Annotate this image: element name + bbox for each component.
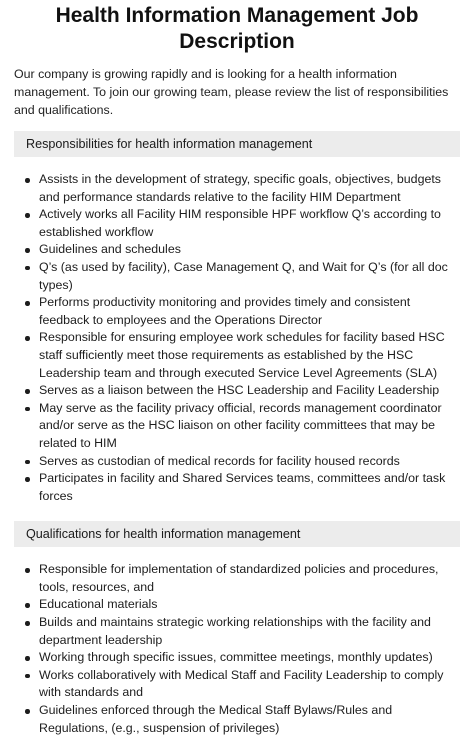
list-item bbox=[25, 614, 460, 649]
list-item-text: Actively works all Facility HIM responsible HPF workflow Q’s according to established workflow bbox=[39, 207, 441, 239]
list-item bbox=[25, 171, 460, 206]
bullet-icon bbox=[25, 621, 30, 626]
list-item-text: Working through specific issues, committee meetings, monthly updates) bbox=[39, 650, 433, 665]
list-item-text: Educational materials bbox=[39, 597, 158, 612]
bullet-icon bbox=[25, 213, 30, 218]
bullet-icon bbox=[25, 656, 30, 661]
bullet-icon bbox=[25, 336, 30, 341]
responsibilities-list bbox=[14, 171, 460, 505]
responsibilities-header: Responsibilities for health information management bbox=[14, 131, 460, 157]
bullet-icon bbox=[25, 709, 30, 714]
list-item-text: Builds and maintains strategic working relationships with the facility and department leadership bbox=[39, 615, 431, 647]
bullet-icon bbox=[25, 460, 30, 465]
list-item bbox=[25, 241, 460, 259]
list-item-text: Assists in the development of strategy, specific goals, objectives, budgets and performance standards relative to the facility HIM Department bbox=[39, 172, 441, 204]
bullet-icon bbox=[25, 301, 30, 306]
qualifications-header: Qualifications for health information management bbox=[14, 521, 460, 547]
bullet-icon bbox=[25, 389, 30, 394]
list-item-text: Performs productivity monitoring and provides timely and consistent feedback to employees and the Operations Director bbox=[39, 295, 411, 327]
list-item bbox=[25, 453, 460, 471]
list-item bbox=[25, 206, 460, 241]
title-line-1: Health Information Management Job bbox=[55, 4, 419, 27]
list-item-text: May serve as the facility privacy official, records management coordinator and/or serve as the HSC liaison on other facility committees that may be related to HIM bbox=[39, 400, 442, 450]
list-item-text: Serves as a liaison between the HSC Leadership and Facility Leadership bbox=[39, 383, 440, 398]
list-item bbox=[25, 329, 460, 382]
bullet-icon bbox=[25, 568, 30, 573]
list-item bbox=[25, 667, 460, 702]
list-item bbox=[25, 294, 460, 329]
list-item bbox=[25, 400, 460, 453]
list-item bbox=[25, 382, 460, 400]
list-item-text: Works collaboratively with Medical Staff and Facility Leadership to comply with standards and bbox=[39, 667, 444, 700]
list-item bbox=[25, 561, 460, 596]
bullet-icon bbox=[25, 674, 30, 679]
bullet-icon bbox=[25, 266, 30, 271]
bullet-icon bbox=[25, 178, 30, 183]
list-item-text: Q’s (as used by facility), Case Management Q, and Wait for Q’s (for all doc types) bbox=[39, 259, 448, 292]
page-title bbox=[14, 0, 460, 55]
bullet-icon bbox=[25, 477, 30, 482]
list-item-text: Responsible for implementation of standardized policies and procedures, tools, resources, and bbox=[39, 562, 439, 594]
list-item-text: Responsible for ensuring employee work schedules for facility based HSC staff sufficiently meet those requirements as established by the HSC Leadership team and through executed Service Level Agreements (SLA) bbox=[39, 330, 445, 380]
bullet-icon bbox=[25, 603, 30, 608]
bullet-icon bbox=[25, 248, 30, 253]
list-item-text: Participates in facility and Shared Services teams, committees and/or task forces bbox=[39, 471, 446, 503]
list-item-text: Serves as custodian of medical records for facility housed records bbox=[39, 453, 400, 468]
list-item-text: Guidelines and schedules bbox=[39, 242, 181, 257]
list-item bbox=[25, 649, 460, 667]
list-item-text: Guidelines enforced through the Medical Staff Bylaws/Rules and Regulations, (e.g., suspension of privileges) bbox=[39, 703, 393, 735]
list-item bbox=[25, 596, 460, 614]
list-item bbox=[25, 702, 460, 737]
intro-paragraph: Our company is growing rapidly and is looking for a health information management. To join our growing team, please review the list of responsibilities and qualifications. bbox=[14, 67, 449, 117]
title-line-2: Description bbox=[179, 30, 295, 53]
bullet-icon bbox=[25, 407, 30, 412]
qualifications-list bbox=[14, 561, 460, 737]
list-item bbox=[25, 259, 460, 294]
list-item bbox=[25, 470, 460, 505]
